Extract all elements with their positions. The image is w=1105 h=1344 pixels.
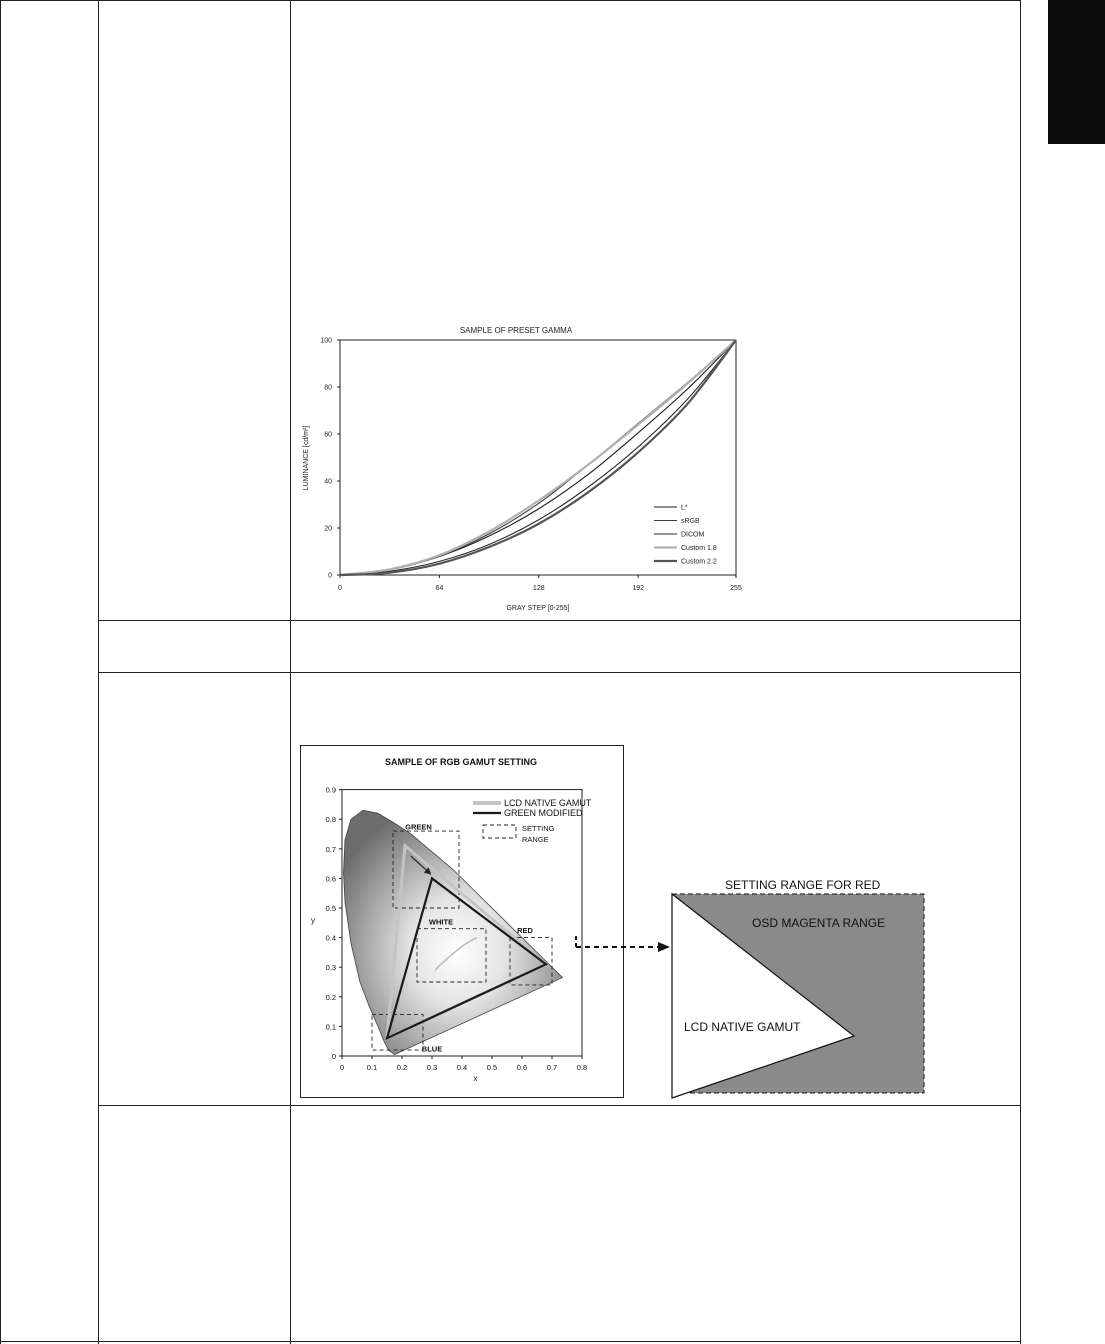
gamut-x-tick-label: 0.4 [456,1063,468,1072]
gamma-plot-area [340,340,736,575]
red-setting-range-svg [668,872,930,1102]
gamut-x-tick-label: 0.3 [426,1063,438,1072]
gamma-x-axis-label: GRAY STEP [0-255] [506,605,570,612]
language-tab [1048,0,1105,144]
gamut-x-tick-label: 0.1 [366,1063,378,1072]
gamma-y-tick-label: 40 [324,478,332,486]
gamma-legend-label: Custom 2.2 [681,558,717,566]
gamut-x-tick-label: 0.6 [516,1063,528,1072]
gamma-legend-label: sRGB [681,518,700,525]
gamut-label-red: RED [517,926,533,936]
legend-range-label-2: RANGE [522,835,549,844]
legend-modified-label: GREEN MODIFIED [504,808,583,818]
table-border-bottom [0,1341,1021,1342]
red-range-connector [574,930,674,960]
gamma-y-tick-label: 100 [320,337,332,345]
gamut-label-green: GREEN [405,822,432,832]
gamma-y-axis-label: LUMINANCE [cd/m²] [303,425,310,491]
gamut-y-tick-label: 0 [331,1052,336,1061]
red-range-title: SETTING RANGE FOR RED [725,878,881,892]
gamut-y-tick-label: 0.8 [325,815,336,825]
gamma-legend-label: Custom 1.8 [681,545,717,552]
gamut-y-axis-label: y [311,915,315,925]
gamma-series-line [340,340,736,575]
gamut-chart-title: SAMPLE OF RGB GAMUT SETTING [385,757,537,767]
gamma-series-line [340,340,736,575]
gamut-y-tick-label: 0.3 [325,963,336,973]
gamma-legend-label: L* [681,504,688,512]
gamma-y-tick-label: 20 [324,525,332,533]
gamut-chart [300,745,624,1098]
gamut-y-tick-label: 0.9 [325,785,336,795]
gamma-chart [296,322,766,623]
table-border-left [0,0,1,1344]
gamma-chart-svg [296,322,766,618]
gamut-chart-svg [301,746,623,1097]
gamut-x-tick-label: 0.5 [486,1063,498,1072]
legend-range-label-1: SETTING [522,824,555,833]
gamut-x-tick-label: 0.7 [546,1063,558,1072]
lcd-native-gamut-label: LCD NATIVE GAMUT [684,1020,801,1034]
gamut-label-blue: BLUE [421,1044,443,1054]
gamma-y-tick-label: 0 [328,572,332,580]
gamut-y-tick-label: 0.4 [325,933,336,943]
gamma-chart-title: SAMPLE OF PRESET GAMMA [459,326,573,335]
gamma-x-tick-label: 0 [338,585,342,592]
table-border-top [0,0,1021,1]
gamut-x-tick-label: 0 [339,1063,345,1072]
row-divider-2 [98,672,1021,673]
gamma-series-line [340,340,736,575]
gamma-y-tick-label: 60 [324,431,332,439]
legend-range-swatch [483,825,516,838]
gamut-x-tick-label: 0.8 [576,1063,588,1072]
gamma-x-tick-label: 192 [632,585,645,592]
gamma-x-tick-label: 64 [435,585,444,592]
gamut-y-tick-label: 0.1 [325,1022,336,1032]
gamma-x-tick-label: 128 [532,585,545,592]
gamut-x-axis-label: x [473,1074,478,1083]
osd-magenta-range-label: OSD MAGENTA RANGE [752,916,886,930]
gamut-x-tick-label: 0.2 [396,1063,408,1072]
gamut-y-tick-label: 0.6 [325,874,336,884]
red-setting-range-diagram [668,872,930,1107]
gamma-y-tick-label: 80 [324,384,332,392]
gamut-y-tick-label: 0.5 [325,904,336,913]
gamma-series-line [340,340,736,575]
gamma-x-tick-label: 255 [730,585,742,592]
gamma-series-line [340,340,736,575]
gamma-legend-label: DICOM [681,531,705,539]
gamut-y-tick-label: 0.7 [325,844,336,854]
gamut-y-tick-label: 0.2 [325,992,336,1002]
legend-native-label: LCD NATIVE GAMUT [504,798,592,808]
gamut-label-white: WHITE [428,917,454,927]
